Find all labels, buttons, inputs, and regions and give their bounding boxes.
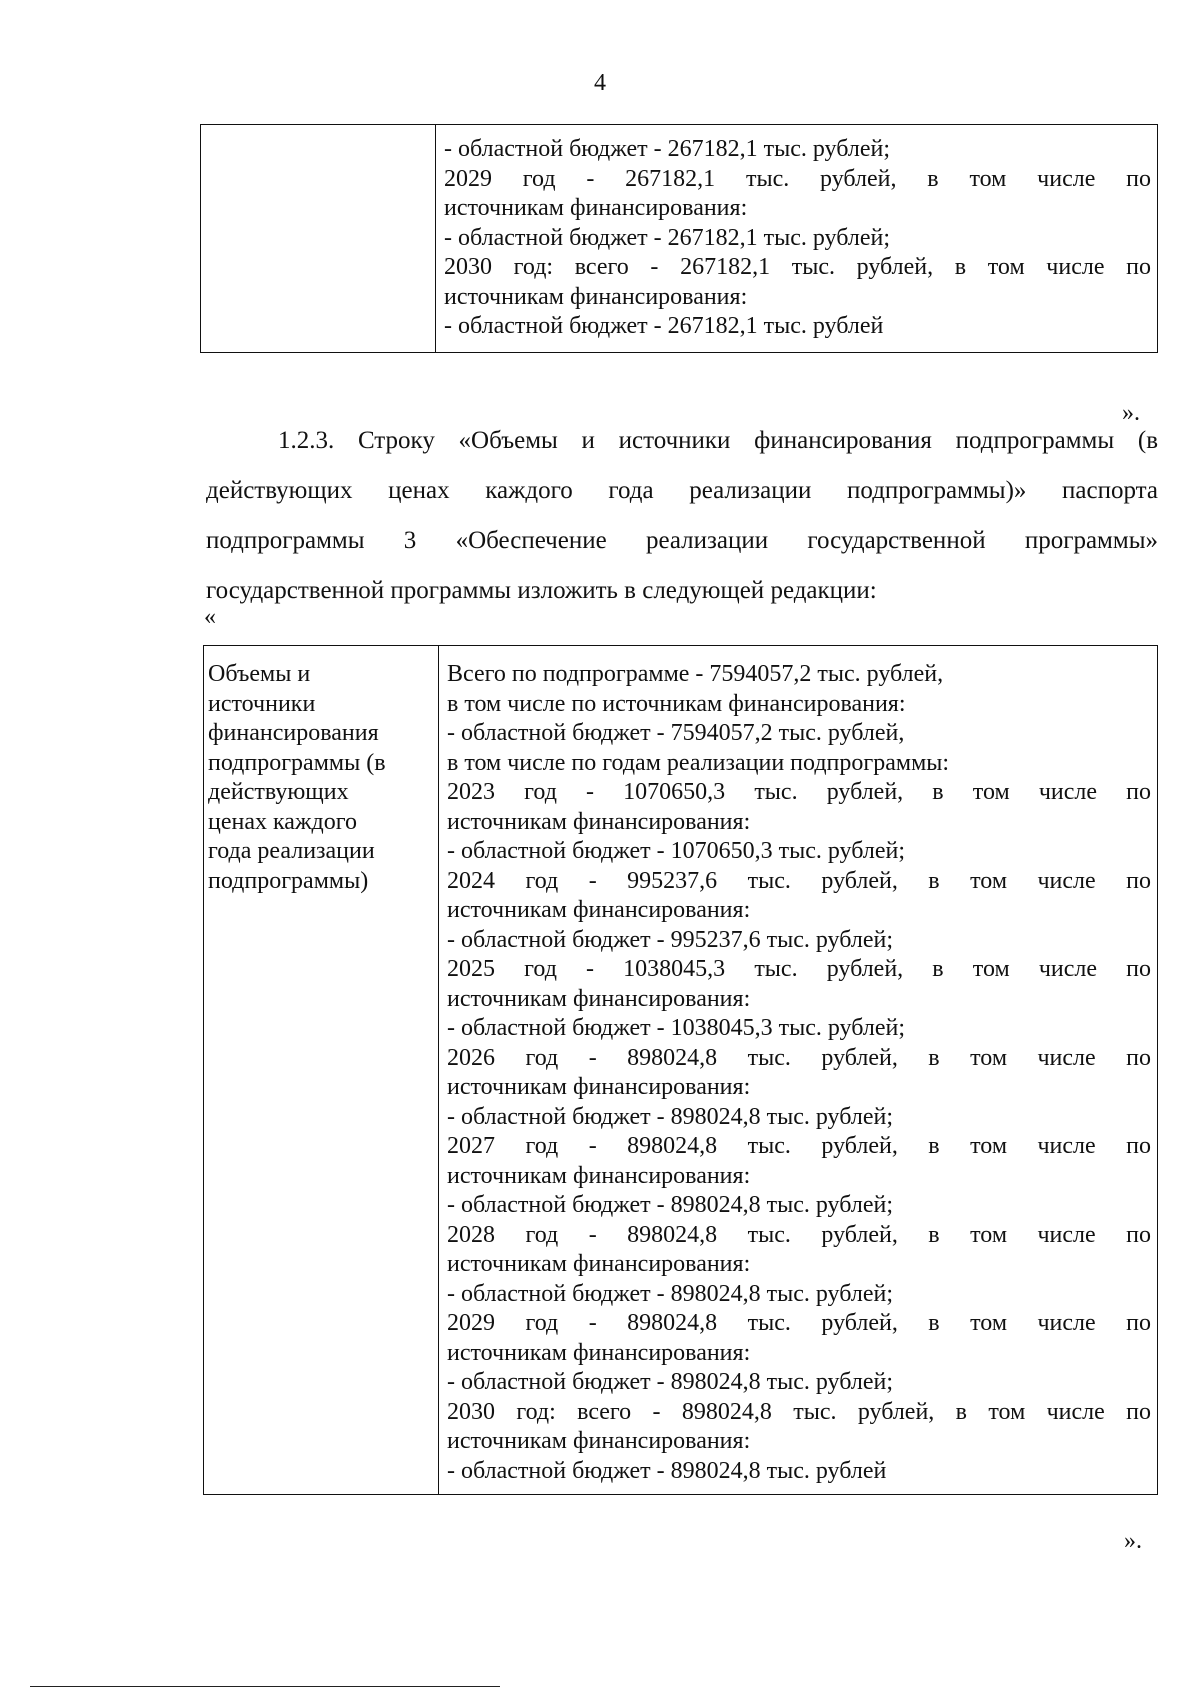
table2-line: Всего по подпрограмме - 7594057,2 тыс. рублей, <box>447 661 944 687</box>
table2-line: источникам финансирования: <box>447 1428 751 1454</box>
table2-line: 2026 год - 898024,8 тыс. рублей, в том числе по <box>447 1044 1151 1071</box>
closing-quote-2: ». <box>1124 1528 1142 1554</box>
table2-line: 2027 год - 898024,8 тыс. рублей, в том числе по <box>447 1133 1151 1159</box>
table2-left-cell <box>204 646 439 1495</box>
table2-line: источникам финансирования: <box>447 897 751 923</box>
table1-right-cell <box>436 125 1158 353</box>
table2-line: - областной бюджет - 995237,6 тыс. рублей; <box>447 926 893 953</box>
table2-line: 2029 год - 898024,8 тыс. рублей, в том числе по <box>447 1310 1151 1336</box>
table1-line: 2029 год - 267182,1 тыс. рублей, в том числе по <box>444 165 1151 192</box>
table2-line: источникам финансирования: <box>447 808 751 835</box>
table2-line: источникам финансирования: <box>447 1162 751 1189</box>
table1-line: - областной бюджет - 267182,1 тыс. рублей; <box>444 136 890 162</box>
table1-line: источникам финансирования: <box>444 195 748 221</box>
table2-line: - областной бюджет - 898024,8 тыс. рублей <box>447 1457 887 1484</box>
amendment-paragraph <box>206 416 1158 616</box>
footer-divider <box>30 1686 500 1687</box>
table2-line: 2023 год - 1070650,3 тыс. рублей, в том числе по <box>447 779 1151 805</box>
table1-line: - областной бюджет - 267182,1 тыс. рублей <box>444 313 884 339</box>
table2-line: источникам финансирования: <box>447 985 751 1012</box>
table1-line: источникам финансирования: <box>444 283 748 310</box>
closing-quote-1: ». <box>1122 400 1140 426</box>
table2-right-cell <box>439 646 1158 1495</box>
financing-table <box>203 645 1158 1495</box>
table2-line: - областной бюджет - 898024,8 тыс. рублей; <box>447 1369 893 1395</box>
table2-left-line: подпрограммы (в <box>208 749 386 776</box>
financing-table-continued <box>200 124 1158 353</box>
table2-line: 2024 год - 995237,6 тыс. рублей, в том числе по <box>447 867 1151 894</box>
table2-line: - областной бюджет - 898024,8 тыс. рублей; <box>447 1103 893 1130</box>
table2-line: в том числе по источникам финансирования: <box>447 690 906 717</box>
table1-line: 2030 год: всего - 267182,1 тыс. рублей, в том числе по <box>444 254 1151 280</box>
table2-line: - областной бюджет - 898024,8 тыс. рублей; <box>447 1192 893 1218</box>
table2-line: - областной бюджет - 7594057,2 тыс. рублей, <box>447 720 905 746</box>
table2-line: источникам финансирования: <box>447 1251 751 1277</box>
table2-line: - областной бюджет - 1070650,3 тыс. рублей; <box>447 838 905 864</box>
table1-left-cell <box>201 125 436 353</box>
table2-left-line: года реализации <box>208 838 375 864</box>
table2-left-line: источники <box>208 690 316 717</box>
paragraph-line: государственной программы изложить в следующей редакции: <box>206 577 877 604</box>
opening-quote: « <box>204 604 216 630</box>
table2-line: 2030 год: всего - 898024,8 тыс. рублей, в том числе по <box>447 1398 1151 1425</box>
table2-line: в том числе по годам реализации подпрограммы: <box>447 749 950 776</box>
page-number: 4 <box>594 70 606 96</box>
table2-line: 2025 год - 1038045,3 тыс. рублей, в том числе по <box>447 956 1151 982</box>
table1-line: - областной бюджет - 267182,1 тыс. рублей; <box>444 224 890 251</box>
table2-left-line: Объемы и <box>208 661 311 687</box>
table2-line: - областной бюджет - 898024,8 тыс. рублей; <box>447 1280 893 1307</box>
table2-line: источникам финансирования: <box>447 1074 751 1100</box>
table2-line: 2028 год - 898024,8 тыс. рублей, в том числе по <box>447 1221 1151 1248</box>
table2-line: источникам финансирования: <box>447 1339 751 1366</box>
paragraph-line: подпрограммы 3 «Обеспечение реализации государственной программы» <box>206 527 1158 554</box>
paragraph-line: действующих ценах каждого года реализации подпрограммы)» паспорта <box>206 477 1158 504</box>
table2-left-line: финансирования <box>208 720 379 746</box>
table2-left-line: действующих <box>208 779 349 805</box>
table2-line: - областной бюджет - 1038045,3 тыс. рублей; <box>447 1015 905 1041</box>
paragraph-line: 1.2.3. Строку «Объемы и источники финансирования подпрограммы (в <box>278 427 1158 454</box>
table2-left-line: подпрограммы) <box>208 867 369 894</box>
table2-left-line: ценах каждого <box>208 808 357 835</box>
